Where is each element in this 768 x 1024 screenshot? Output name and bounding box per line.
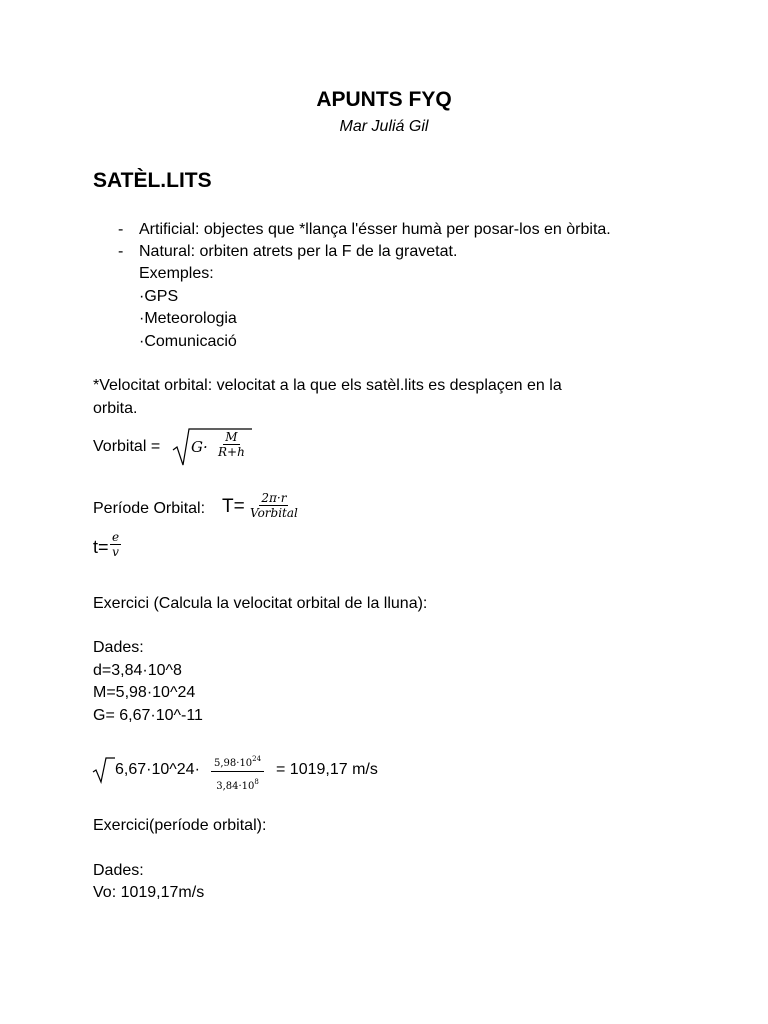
dada-item: d=3,84·10^8 [93,662,182,679]
calc-num-exp: 24 [252,755,262,763]
document-title: APUNTS FYQ [316,88,452,111]
example-item: ·Comunicació [139,333,237,350]
bullet-dash: - [118,243,124,260]
orbital-velocity-text: *Velocitat orbital: velocitat a la que els satèl.lits es desplaçen en la [93,377,562,394]
bullet-dash: - [118,221,124,238]
dades-label: Dades: [93,639,144,656]
dades-label: Dades: [93,862,144,879]
dada-item: M=5,98·10^24 [93,684,196,701]
orbital-velocity-text-cont: orbita. [93,400,138,417]
formula-t-symbol: T= [222,496,245,517]
formula-e-symbol: t= [93,537,109,557]
formula-t-label: Període Orbital: [93,500,206,517]
formula-v-label: Vorbital = [93,438,161,455]
calc-expression: 6,67·10^24· [115,761,200,778]
formula-t-fraction [248,491,300,520]
exercise-1-title: Exercici (Calcula la velocitat orbital de la lluna): [93,595,428,612]
calc-den-exp: 8 [254,778,259,786]
sqrt-sign-icon [92,756,116,784]
formula-e-fraction [110,530,121,559]
formula-e-num: e [112,530,120,544]
formula-t-num: 2π·r [261,491,287,505]
section-heading: SATÈL.LITS [93,169,212,192]
calc-num-base: 5,98·10 [214,758,253,769]
formula-v-fraction [216,430,247,459]
formula-t-den: Vorbital [250,506,298,520]
example-item: ·Meteorologia [139,310,237,327]
document-author: Mar Juliá Gil [339,118,429,135]
formula-e-den: v [112,545,119,559]
bullet-artificial: Artificial: objectes que *llança l'ésser humà per posar-los en òrbita. [139,221,611,238]
formula-v-den: R+h [218,445,245,459]
examples-label: Exemples: [139,265,214,282]
dada-item: G= 6,67·10^-11 [93,707,203,724]
formula-v-g: G· [191,438,208,456]
calc-fraction [211,752,264,794]
formula-v-num: M [225,430,238,444]
calc-den-base: 3,84·10 [216,781,255,792]
calc-result: = 1019,17 m/s [276,761,378,778]
exercise-2-title: Exercici(període orbital): [93,817,267,834]
bullet-natural: Natural: orbiten atrets per la F de la gravetat. [139,243,458,260]
dada-item: Vo: 1019,17m/s [93,884,205,901]
example-item: ·GPS [139,288,179,305]
